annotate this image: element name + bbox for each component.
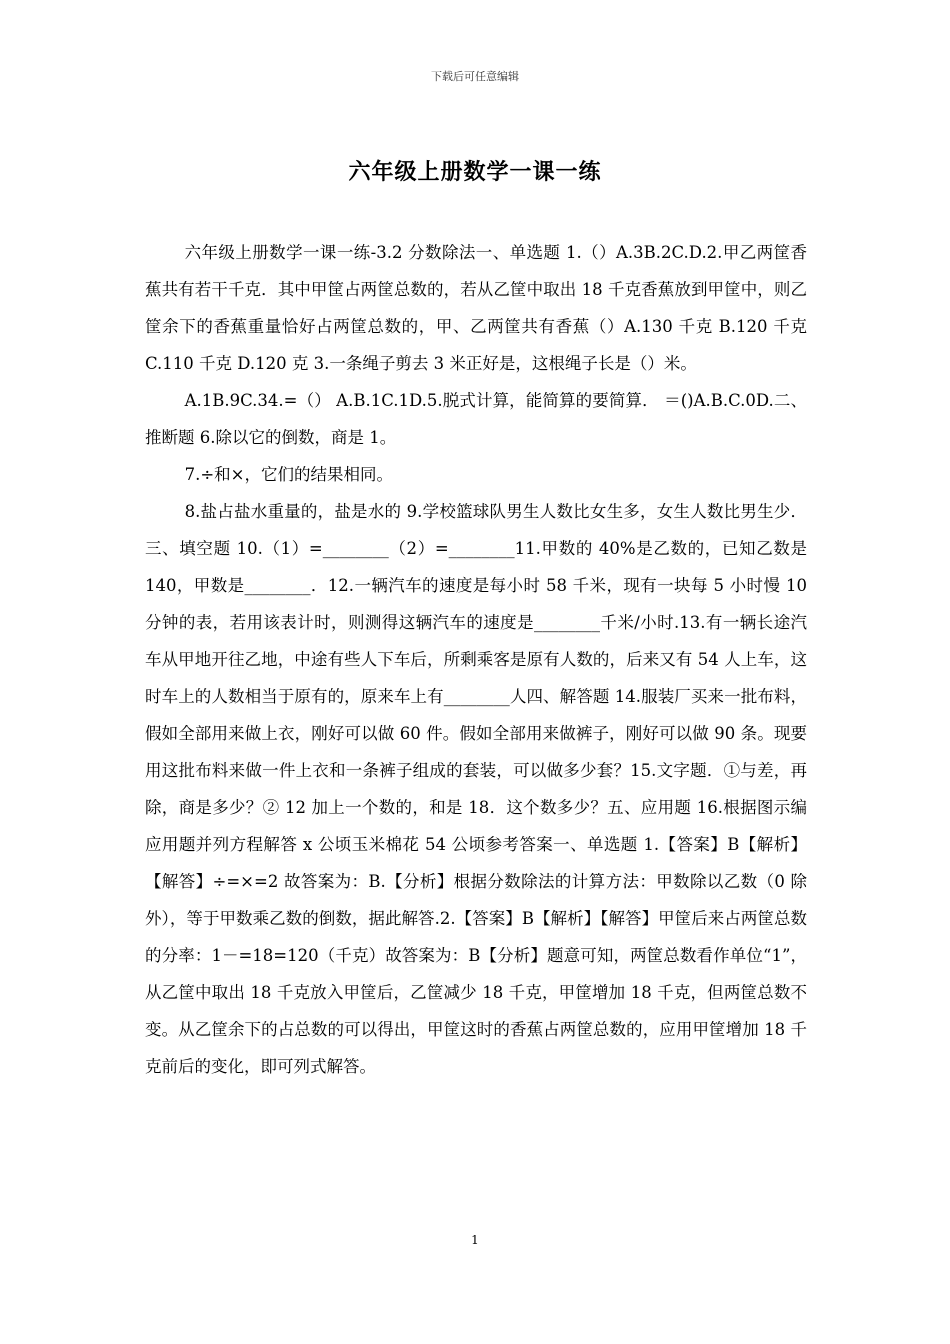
page-number: 1 xyxy=(471,1233,479,1247)
paragraph: 8.盐占盐水重量的，盐是水的 9.学校篮球队男生人数比女生多，女生人数比男生少．三、填空题 10.（1）=________（2）=________11.甲数的 40%是乙数的，已知乙数是 140，甲数是________．12.一辆汽车的速度是每小时 58 千米，现有一块每 5 小时慢 10 分钟的表，若用该表计时，则测得这辆汽车的速度是________千米/小时.13.有一辆长途汽车从甲地开往乙地，中途有些人下车后，所剩乘客是原有人数的，后来又有 54 人上车，这时车上的人数相当于原有的，原来车上有________人四、解答题 14.服装厂买来一批布料，假如全部用来做上衣，刚好可以做 60 件。假如全部用来做裤子，刚好可以做 90 条。现要用这批布料来做一件上衣和一条裤子组成的套装，可以做多少套？15.文字题．①与差，再除，商是多少？② 12 加上一个数的，和是 18．这个数多少？五、应用题 16.根据图示编应用题并列方程解答 x 公顷玉米棉花 54 公顷参考答案一、单选题 1.【答案】B【解析】【解答】÷=×=2 故答案为：B.【分析】根据分数除法的计算方法：甲数除以乙数（0 除外），等于甲数乘乙数的倒数，据此解答.2.【答案】B【解析】【解答】甲筐后来占两筐总数的分率：1－=18=120（千克）故答案为：B【分析】题意可知，两筐总数看作单位“1”，从乙筐中取出 18 千克放入甲筐后，乙筐减少 18 千克，甲筐增加 18 千克，但两筐总数不变。从乙筐余下的占总数的可以得出，甲筐这时的香蕉占两筐总数的，应用甲筐增加 18 千克前后的变化，即可列式解答。 xyxy=(145,502,807,1076)
paragraph: 7.÷和×，它们的结果相同。 xyxy=(184,465,393,484)
paragraph: 六年级上册数学一课一练-3.2 分数除法一、单选题 1.（）A.3B.2C.D.2.甲乙两筐香蕉共有若干千克．其中甲筐占两筐总数的，若从乙筐中取出 18 千克香蕉放到甲筐中，则乙筐余下的香蕉重量恰好占两筐总数的，甲、乙两筐共有香蕉（）A.130 千克 B.120 千克 C.110 千克 D.120 克 3.一条绳子剪去 3 米正好是，这根绳子长是（）米。 xyxy=(145,243,807,373)
page-title: 六年级上册数学一课一练 xyxy=(348,159,602,185)
paragraph: A.1B.9C.34.=（） A.B.1C.1D.5.脱式计算，能简算的要简算． ＝()A.B.C.0D.二、推断题 6.除以它的倒数，商是 1。 xyxy=(145,391,807,447)
document-body xyxy=(145,234,807,1085)
header-note: 下载后可任意编辑 xyxy=(431,70,519,83)
